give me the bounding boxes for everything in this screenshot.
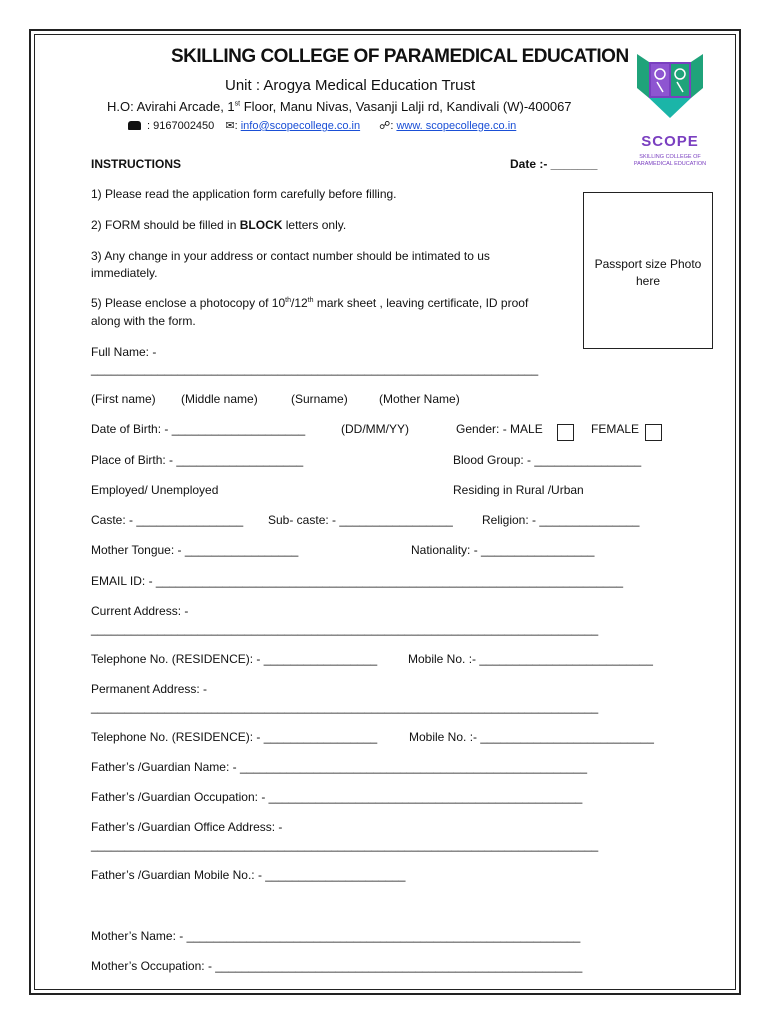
mothers-occupation-field[interactable]: Mother’s Occupation: - _______________________________________________________: [91, 959, 583, 973]
middle-name-caption: (Middle name): [181, 392, 258, 406]
guardian-mobile-field[interactable]: Father’s /Guardian Mobile No.: - _____________________: [91, 868, 406, 882]
instruction-5-line1: 5) Please enclose a photocopy of 10th/12th mark sheet , leaving certificate, ID proof: [91, 296, 529, 310]
permanent-address-label: Permanent Address: -: [91, 682, 208, 696]
college-title: SKILLING COLLEGE OF PARAMEDICAL EDUCATION: [171, 46, 629, 67]
passport-photo-box[interactable]: [583, 192, 713, 349]
date-field[interactable]: Date :- _______: [510, 157, 598, 171]
full-name-input-line[interactable]: ___________________________________________________________________: [91, 362, 539, 376]
place-of-birth-field[interactable]: Place of Birth: - ___________________: [91, 453, 304, 467]
instruction-3-line2: immediately.: [91, 266, 158, 280]
instruction-2: 2) FORM should be filled in BLOCK letters only.: [91, 218, 347, 232]
email-id-field[interactable]: EMAIL ID: - ______________________________________________________________________: [91, 574, 624, 588]
envelope-icon: ✉: [225, 120, 235, 132]
telephone-icon: [128, 121, 141, 130]
mobile-field-1[interactable]: Mobile No. :- __________________________: [408, 652, 653, 666]
svg-text:SKILLING COLLEGE OF: SKILLING COLLEGE OF: [639, 154, 701, 160]
instruction-1: 1) Please read the application form carefully before filling.: [91, 187, 397, 201]
guardian-office-address-label: Father’s /Guardian Office Address: -: [91, 820, 283, 834]
mother-tongue-field[interactable]: Mother Tongue: - _________________: [91, 543, 299, 557]
dob-format-hint: (DD/MM/YY): [341, 422, 409, 436]
current-address-label: Current Address: -: [91, 604, 189, 618]
male-checkbox[interactable]: [557, 424, 574, 441]
guardian-office-address-input-line[interactable]: ____________________________________________________________________________: [91, 838, 599, 852]
sub-caste-field[interactable]: Sub- caste: - _________________: [268, 513, 453, 527]
instruction-5-line2: along with the form.: [91, 314, 196, 328]
first-name-caption: (First name): [91, 392, 156, 406]
female-label: FEMALE: [591, 422, 640, 436]
permanent-address-input-line[interactable]: ____________________________________________________________________________: [91, 700, 599, 714]
residence-type-field[interactable]: Residing in Rural /Urban: [453, 483, 584, 497]
mothers-name-field[interactable]: Mother’s Name: - ___________________________________________________________: [91, 929, 581, 943]
mother-name-caption: (Mother Name): [379, 392, 460, 406]
caste-field[interactable]: Caste: - ________________: [91, 513, 244, 527]
photo-box-label: Passport size Photo here: [594, 257, 702, 288]
shield-logo-icon: [629, 48, 711, 172]
unit-line: Unit : Arogya Medical Education Trust: [225, 77, 476, 94]
full-name-label: Full Name: -: [91, 345, 157, 359]
telephone-residence-field-2[interactable]: Telephone No. (RESIDENCE): - _________________: [91, 730, 378, 744]
date-of-birth-field[interactable]: Date of Birth: - ____________________: [91, 422, 306, 436]
gender-label: Gender: - MALE: [456, 422, 543, 436]
svg-text:SCOPE: SCOPE: [641, 133, 699, 150]
phone-number: : 9167002450: [147, 120, 215, 132]
female-checkbox[interactable]: [645, 424, 662, 441]
scope-logo: [629, 48, 711, 172]
email-link[interactable]: info@scopecollege.co.in: [240, 120, 361, 132]
blood-group-field[interactable]: Blood Group: - ________________: [453, 453, 642, 467]
mobile-field-2[interactable]: Mobile No. :- __________________________: [409, 730, 654, 744]
website-link[interactable]: www. scopecollege.co.in: [396, 120, 517, 132]
instructions-heading: INSTRUCTIONS: [91, 157, 181, 171]
svg-text:PARAMEDICAL EDUCATION: PARAMEDICAL EDUCATION: [633, 161, 707, 167]
contact-line: : 9167002450 ✉: info@scopecollege.co.in ☍: www. scopecollege.co.in: [128, 119, 516, 133]
employment-status-field[interactable]: Employed/ Unemployed: [91, 483, 219, 497]
current-address-input-line[interactable]: ____________________________________________________________________________: [91, 622, 599, 636]
guardian-name-field[interactable]: Father’s /Guardian Name: - ____________________________________________________: [91, 760, 587, 774]
guardian-occupation-field[interactable]: Father’s /Guardian Occupation: - _______________________________________________: [91, 790, 583, 804]
nationality-field[interactable]: Nationality: - _________________: [411, 543, 595, 557]
telephone-residence-field-1[interactable]: Telephone No. (RESIDENCE): - _________________: [91, 652, 378, 666]
surname-caption: (Surname): [291, 392, 348, 406]
religion-field[interactable]: Religion: - _______________: [482, 513, 640, 527]
head-office-address: H.O: Avirahi Arcade, 1st Floor, Manu Nivas, Vasanji Lalji rd, Kandivali (W)-400067: [107, 99, 572, 114]
instruction-3-line1: 3) Any change in your address or contact number should be intimated to us: [91, 249, 490, 263]
web-icon: ☍: [379, 120, 391, 132]
